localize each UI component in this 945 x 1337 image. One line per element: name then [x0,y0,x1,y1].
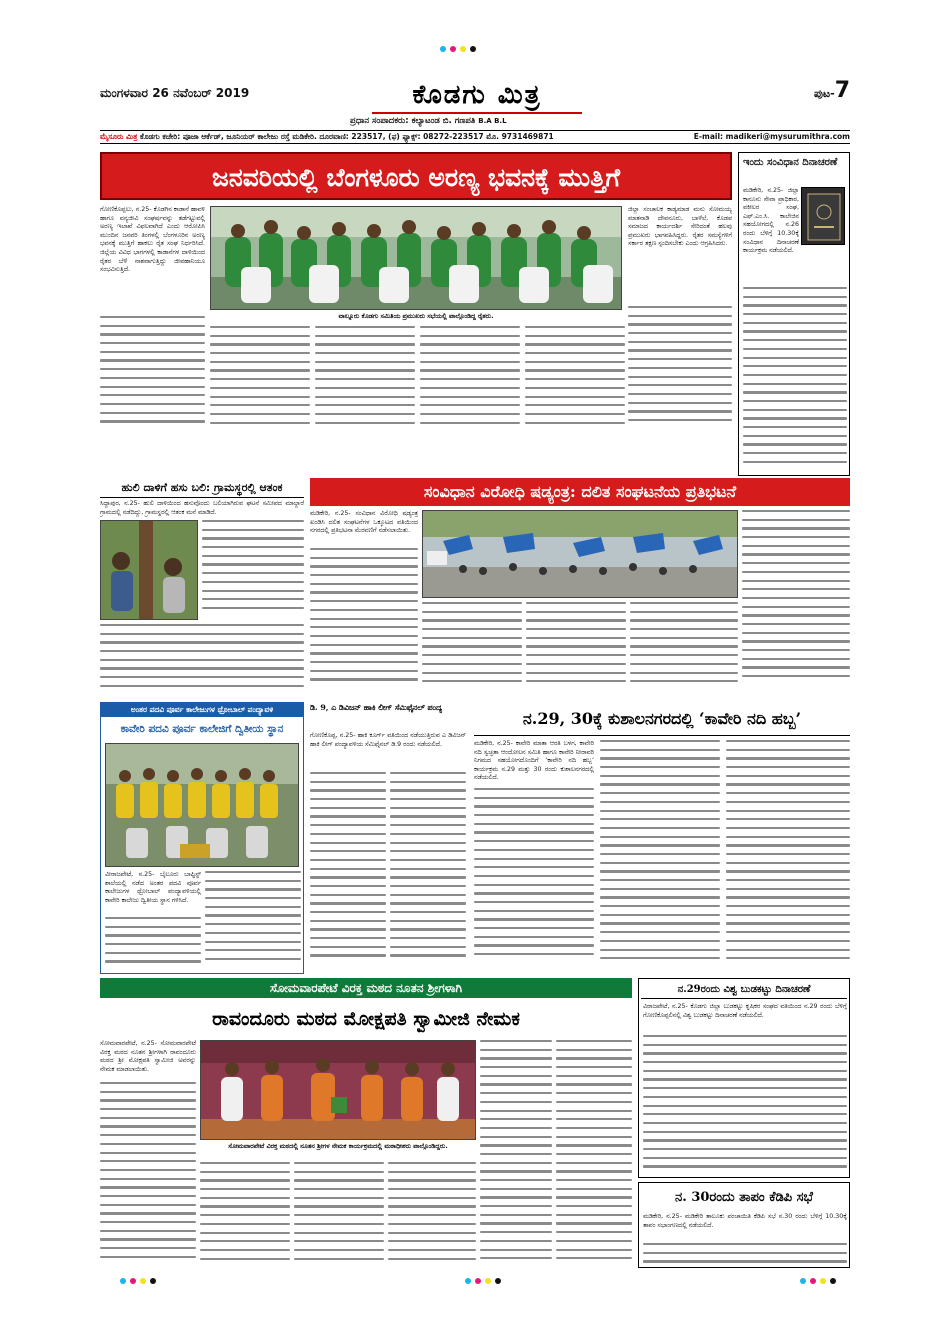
bottom-dot-yellow-left [140,1278,146,1284]
tiger-photo [100,520,198,620]
mutt-col-4 [388,1162,476,1268]
cauvery-college-col-b [205,871,301,971]
top-story-left-column: ಗೋಣಿಕೊಪ್ಪಲು, ನ.25- ಕೊಡಗಿನ ಕಾಡಾನೆ ಹಾವಳಿ ಹಾಗೂ ವನ್ಯಜೀವಿ ಸಂಘರ್ಷವನ್ನು ತಡೆಗಟ್ಟುವಲ್ಲಿ ಅರಣ್ಯ ಇಲಾಖೆ ವಿಫಲವಾಗಿದೆ ಎಂದು ಆರೋಪಿಸಿ ಮುಂದಿನ ಜನವರಿ ತಿಂಗಳಲ್ಲಿ ಬೆಂಗಳೂರಿನ ಅರಣ್ಯ ಭವನಕ್ಕೆ ಮುತ್ತಿಗೆ ಹಾಕಲು ರೈತ ಸಂಘ ನಿರ್ಧರಿಸಿದೆ. ಜಿಲ್ಲೆಯ ವಿವಿಧ ಭಾಗಗಳಲ್ಲಿ ಕಾಡಾನೆಗಳ ದಾಳಿಯಿಂದ ರೈತರ ಬೆಳೆ ನಾಶವಾಗುತ್ತಿದ್ದು ಜೀವಹಾನಿಯೂ ಸಂಭವಿಸುತ್ತಿದೆ. [100,206,205,274]
top-story-mid-col-3 [420,326,520,430]
bottom-dot-magenta-right [810,1278,816,1284]
cauvery-festival-headline: ನ.29, 30ಕ್ಕೆ ಕುಶಾಲನಗರದಲ್ಲಿ ‘ಕಾವೇರಿ ನದಿ ಹಬ್ಬ’ [474,702,850,736]
constitution-day-heading: ಇಂದು ಸಂವಿಧಾನ ದಿನಾಚರಣೆ [743,157,838,168]
tiger-col-right [202,520,304,620]
bottom-dot-cyan-mid [465,1278,471,1284]
bottom-dot-cyan-left [120,1278,126,1284]
cauvery-college-body: ವೀರಾಜಪೇಟೆ, ನ.25- ಬೈಲೂರು ಬಾಪ್ಟಿಸ್ಟ್ ಶಾಲೆಯಲ್ಲಿ ನಡೆದ ಅಂತರ ಪದವಿ ಪೂರ್ವ ಕಾಲೇಜುಗಳ ಥ್ರೋಬಾಲ್ ಪಂದ್ಯಾವಳಿಯಲ್ಲಿ ಕಾವೇರಿ ಕಾಲೇಜು ದ್ವಿತೀಯ ಸ್ಥಾನ ಗಳಿಸಿದೆ. [105,871,201,904]
tribal-day-headline: ನ.29ರಂದು ವಿಶ್ವ ಬುಡಕಟ್ಟು ದಿನಾಚರಣೆ [641,981,847,999]
bottom-dot-black-left [150,1278,156,1284]
dalit-col-1 [310,548,418,696]
top-story-right-lines [628,306,732,430]
bottom-dot-yellow-mid [485,1278,491,1284]
farmers-gathering-image [211,207,622,310]
mutt-col-2 [200,1162,290,1268]
dalit-col-3 [526,602,626,696]
contact-address: ಕೊಡಗು ಕಚೇರಿ: ಪೂಜಾ ಆರ್ಕೆಡ್, ಜೂನಿಯರ್ ಕಾಲೇಜು ರಸ್ತೆ ಮಡಿಕೇರಿ. ದೂರವಾಣಿ: 223517, (ಫ) ಫ್ಯಾಕ್ಸ್: 08272-223517 ಮೊ. 9731469871 [140,132,554,141]
swamiji-ceremony-image [201,1041,476,1140]
team-photo-image [106,744,299,867]
tiger-headline: ಹುಲಿ ದಾಳಿಗೆ ಹಸು ಬಲಿ: ಗ್ರಾಮಸ್ಥರಲ್ಲಿ ಆತಂಕ [100,478,304,498]
tribal-day-body: ವಿರಾಜಪೇಟೆ, ನ.25- ಕೊಡಗು ಜಿಲ್ಲಾ ಬುಡಕಟ್ಟು ಕೃಷಿಕರ ಸಂಘದ ವತಿಯಿಂದ ನ.29 ರಂದು ಬೆಳಿಗ್ಗೆ ಗೋಣಿಕೊಪ್ಪಲಿನಲ್ಲಿ ವಿಶ್ವ ಬುಡಕಟ್ಟು ದಿನಾಚರಣೆ ನಡೆಯಲಿದೆ. [643,1003,847,1019]
top-headline: ಜನವರಿಯಲ್ಲಿ ಬೆಂಗಳೂರು ಅರಣ್ಯ ಭವನಕ್ಕೆ ಮುತ್ತಿಗೆ [100,152,732,200]
tribal-day-lines [643,1035,847,1175]
top-story-left-lines [100,316,205,428]
book-icon [802,188,846,246]
issue-date: ಮಂಗಳವಾರ 26 ನವೆಂಬರ್ 2019 [100,86,250,100]
bottom-dot-black-right [830,1278,836,1284]
top-story-caption: ವಾಲ್ನೂರು ಕೊಡಗು ಸಮಿತಿಯ ಪ್ರಮುಖರು ಸಭೆಯಲ್ಲಿ ಪಾಲ್ಗೊಂಡಿದ್ದ ರೈತರು. [338,312,494,320]
mutt-col-6 [556,1040,632,1268]
meeting-headline: ನ. 30ರಂದು ತಾಪಂ ಕೆಡಿಪಿ ಸಭೆ [675,1190,813,1205]
cauvery-college-photo [105,743,299,867]
contact-email: E-mail: madikeri@mysurumithra.com [693,132,850,141]
constitution-day-lines [743,287,847,471]
cauvery-college-col-a [105,917,201,971]
cauvery-college-box [100,702,304,974]
cauvery-college-headline: ಕಾವೇರಿ ಪದವಿ ಪೂರ್ವ ಕಾಲೇಜಿಗೆ ದ್ವಿತೀಯ ಸ್ಥಾನ [120,723,284,735]
mutt-headline: ರಾವಂದೂರು ಮಠದ ಮೋಕ್ಷಪತಿ ಸ್ವಾಮೀಜಿ ನೇಮಕ [212,1008,520,1030]
cauvery-festival-col-1 [474,788,594,970]
dalit-protest-photo [422,510,738,598]
mutt-col-1 [100,1082,196,1268]
editor-line [350,116,507,126]
mutt-kicker: ಸೋಮವಾರಪೇಟೆ ವಿರಕ್ತ ಮಠದ ನೂತನ ಶ್ರೀಗಳಾಗಿ [100,978,632,998]
top-story-right-column: ಜಿಲ್ಲಾ ಸಂಚಾಲಕ ಕಾಡ್ಯಮಾಡ ಮನು ಸೋಮಯ್ಯ ಮಾತನಾಡಿ ದೇವನೂರು, ಬಾಳೆಲೆ, ಕೊಡವ ಸಮಾಜದ ಕಾರ್ಯದರ್ಶಿ ಸೇರಿದಂತೆ ಹಲವು ಪ್ರಮುಖರು ಭಾಗವಹಿಸಿದ್ದರು. ರೈತರ ಸಮಸ್ಯೆಗಳಿಗೆ ಸರ್ಕಾರ ತಕ್ಷಣ ಸ್ಪಂದಿಸಬೇಕು ಎಂದು ಆಗ್ರಹಿಸಿದರು. [628,206,732,248]
hockey-headline: ಡಿ. 9, ಎ ಡಿವಿಜನ್ ಹಾಕಿ ಲೀಗ್ ಸೆಮಿಫೈನಲ್ ಪಂದ್ಯ [310,703,443,712]
mutt-photo [200,1040,476,1140]
bottom-dot-magenta-mid [475,1278,481,1284]
bottom-dot-yellow-right [820,1278,826,1284]
mutt-body: ಸೋಮವಾರಪೇಟೆ, ನ.25- ಸೋಮವಾರಪೇಟೆ ವಿರಕ್ತ ಮಠದ ನೂತನ ಶ್ರೀಗಳಾಗಿ ರಾವಂದೂರು ಮಠದ ಶ್ರೀ ಮೋಕ್ಷಪತಿ ಸ್ವಾಮೀಜಿ ಅವರನ್ನು ನೇಮಕ ಮಾಡಲಾಯಿತು. [100,1040,196,1073]
editor-degree: B.A B.L [478,117,507,125]
top-story-mid-col-4 [525,326,625,430]
constitution-day-body: ಮಡಿಕೇರಿ, ನ.25- ಜಿಲ್ಲಾ ಕಾನೂನು ಸೇವಾ ಪ್ರಾಧಿಕಾರ, ವಕೀಲರ ಸಂಘ, ಎಫ್.ಎಂ.ಸಿ. ಕಾಲೇಜಿನ ಸಹಯೋಗದಲ್ಲಿ ನ.26 ರಂದು ಬೆಳಿಗ್ಗೆ 10.30ಕ್ಕೆ ಸಂವಿಧಾನ ದಿನಾಚರಣೆ ಕಾರ್ಯಕ್ರಮ ನಡೆಯಲಿದೆ. [743,187,799,255]
dalit-headline: ಸಂವಿಧಾನ ವಿರೋಧಿ ಷಡ್ಯಂತ್ರ: ದಲಿತ ಸಂಘಟನೆಯ ಪ್ರತಿಭಟನೆ [310,478,850,506]
registration-dot-yellow [460,46,466,52]
forest-men-image [101,521,198,620]
hockey-body: ಗೋಣಿಕೊಪ್ಪ, ನ.25- ಹಾಕಿ ಕೂರ್ಗ್ ವತಿಯಿಂದ ನಡೆಯುತ್ತಿರುವ ಎ ಡಿವಿಜನ್ ಹಾಕಿ ಲೀಗ್ ಪಂದ್ಯಾವಳಿಯ ಸೆಮಿಫೈನಲ್ ಡಿ.9 ರಂದು ನಡೆಯಲಿದೆ. [310,732,466,748]
meeting-body: ಮಡಿಕೇರಿ, ನ.25- ಮಡಿಕೇರಿ ತಾಲೂಕು ಪಂಚಾಯಿತಿ ಕೆಡಿಪಿ ಸಭೆ ನ.30 ರಂದು ಬೆಳಿಗ್ಗೆ 10.30ಕ್ಕೆ ತಾಪಂ ಸಭಾಂಗಣದಲ್ಲಿ ನಡೆಯಲಿದೆ. [643,1213,847,1229]
dalit-col-4 [630,602,738,696]
tiger-col-bottom [100,624,304,696]
hockey-col-b [390,772,466,970]
dalit-col-5 [742,510,850,696]
mutt-col-5 [480,1040,552,1268]
constitution-day-box [738,152,850,476]
contact-brand: ಮೈಸೂರು ಮಿತ್ರ [100,132,138,141]
page-number-value: 7 [834,78,850,103]
tribal-day-box [638,978,850,1178]
cauvery-festival-col-3 [726,740,850,970]
dalit-col-2 [422,602,522,696]
meeting-lines [643,1243,847,1265]
tiger-body-intro: ಸಿದ್ದಾಪುರ, ನ.25- ಹುಲಿ ದಾಳಿಯಿಂದ ಹಸುವೊಂದು ಬಲಿಯಾಗಿರುವ ಘಟನೆ ಸಮೀಪದ ಮಾಲ್ದಾರೆ ಗ್ರಾಮದಲ್ಲಿ ನಡೆದಿದ್ದು, ಗ್ರಾಮಸ್ಥರಲ್ಲಿ ಆತಂಕ ಮನೆ ಮಾಡಿದೆ. [100,500,304,516]
hockey-col-a [310,772,386,970]
mutt-col-3 [294,1162,384,1268]
top-story-photo [210,206,622,310]
top-story-mid-col-1 [210,326,310,430]
bottom-dot-black-mid [495,1278,501,1284]
constitution-book-image [801,187,845,245]
contact-bar [100,130,850,144]
bottom-dot-magenta-left [130,1278,136,1284]
meeting-box [638,1182,850,1268]
cauvery-festival-col-2 [600,740,720,970]
dalit-body: ಮಡಿಕೇರಿ, ನ.25- ಸಂವಿಧಾನ ವಿರೋಧಿ ಷಡ್ಯಂತ್ರ ಖಂಡಿಸಿ ದಲಿತ ಸಂಘಟನೆಗಳ ಒಕ್ಕೂಟದ ವತಿಯಿಂದ ನಗರದಲ್ಲಿ ಪ್ರತಿಭಟನಾ ಮೆರವಣಿಗೆ ನಡೆಸಲಾಯಿತು. [310,510,418,535]
page-number [814,78,850,103]
masthead [100,78,850,124]
newspaper-logo: ಕೊಡಗು ಮಿತ್ರ [372,80,582,114]
protest-march-image [423,511,738,598]
top-story-mid-col-2 [315,326,415,430]
registration-dot-cyan [440,46,446,52]
registration-dot-magenta [450,46,456,52]
page-label: ಪುಟ- [813,87,835,100]
cauvery-college-kicker: ಅಂತರ ಪದವಿ ಪೂರ್ವ ಕಾಲೇಜುಗಳ ಥ್ರೋಬಾಲ್ ಪಂದ್ಯಾವಳಿ [101,703,303,717]
mutt-caption: ಸೋಮವಾರಪೇಟೆ ವಿರಕ್ತ ಮಠದಲ್ಲಿ ನೂತನ ಶ್ರೀಗಳ ನೇಮಕ ಕಾರ್ಯಕ್ರಮದಲ್ಲಿ ಮಠಾಧೀಶರು ಪಾಲ್ಗೊಂಡಿದ್ದರು. [228,1142,448,1150]
editor-name: ಪ್ರಧಾನ ಸಂಪಾದಕರು: ಕಲ್ಯಾಟಂಡ ಬಿ. ಗಣಪತಿ [350,116,476,126]
bottom-dot-cyan-right [800,1278,806,1284]
registration-dot-black [470,46,476,52]
cauvery-festival-body: ಮಡಿಕೇರಿ, ನ.25- ಕಾವೇರಿ ಮಾತಾ ಆರತಿ ಬಳಗ, ಕಾವೇರಿ ನದಿ ಸ್ವಚ್ಛತಾ ಆಂದೋಲನ ಸಮಿತಿ ಹಾಗೂ ಕಾವೇರಿ ನೀರಾವರಿ ನಿಗಮದ ಸಹಯೋಗದೊಂದಿಗೆ ‘ಕಾವೇರಿ ನದಿ ಹಬ್ಬ’ ಕಾರ್ಯಕ್ರಮ ನ.29 ಮತ್ತು 30 ರಂದು ಕುಶಾಲನಗರದಲ್ಲಿ ನಡೆಯಲಿದೆ. [474,740,594,782]
